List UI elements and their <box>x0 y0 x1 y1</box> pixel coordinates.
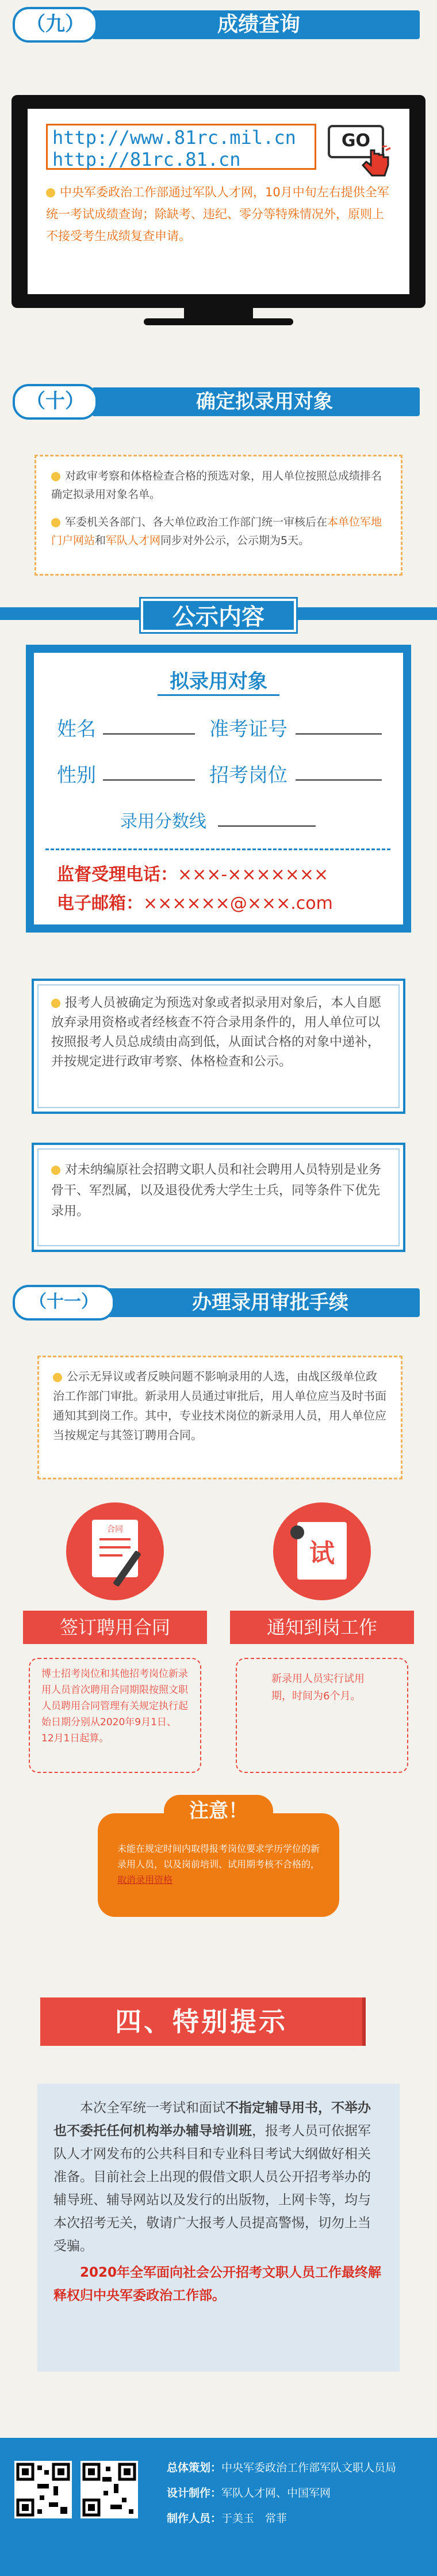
monitor-paragraph: 中央军委政治工作部通过军队人才网，10月中旬左右提供全军统一考试成绩查询；除缺考、违纪、零分等特殊情况外，原则上不接受考生成绩复查申请。 <box>46 185 389 243</box>
notice-inner <box>34 653 403 924</box>
special-highlight: 不指定辅导用书，不举办也不委托任何机构举办辅导培训班 <box>53 2101 371 2139</box>
gender-label: 性别 <box>57 764 96 787</box>
post-line <box>296 779 382 781</box>
report-text: 新录用人员实行试用期，时间为6个月。 <box>271 1673 365 1702</box>
notice-header: 公示内容 <box>141 599 296 632</box>
report-block <box>230 1502 414 1773</box>
email-value: ××××××@×××.com <box>143 893 333 914</box>
footer-designer: 设计制作：军队人才网、中国军网 <box>167 2487 331 2499</box>
sec11-title: 办理录用审批手续 <box>192 1291 348 1314</box>
sec10-p2: 军委机关各部门、各大单位政治工作部门统一审核后在本单位军地门户网站和军队人才网同步对外公示，公示期为5天。 <box>51 516 382 547</box>
email-row <box>57 889 333 914</box>
contract-text: 博士招考岗位和其他招考岗位新录用人员首次聘用合同期限按照文职人员聘用合同管理有关规定执行起始日期分别从2020年9月1日、12月1日起算。 <box>41 1668 188 1744</box>
link-talent-site[interactable]: 军队人才网 <box>106 534 161 547</box>
hand-cursor-icon <box>359 146 394 180</box>
sec10-card2-text: 报考人员被确定为预选对象或者拟录用对象后，本人自愿放弃录用资格或者经核查不符合录用条件的，用人单位可以按照报考人员总成绩由高到低，从面试合格的对象中递补，并按规定进行政审考察、体格检查和公示。 <box>51 996 382 1069</box>
sec11-number: （十一） <box>13 1285 115 1321</box>
special-panel <box>37 2084 400 2372</box>
notice-divider <box>45 848 390 850</box>
attention-title: 注意！ <box>164 1795 273 1827</box>
sec4-title: 四、特别提示 <box>40 1997 362 2046</box>
url-box[interactable] <box>46 124 316 170</box>
score-line <box>218 825 316 827</box>
notice-box-title: 拟录用对象 <box>170 670 267 693</box>
notice-box <box>26 645 411 933</box>
footer-maker: 制作人员：于美玉 常菲 <box>167 2512 288 2525</box>
monitor <box>12 95 425 325</box>
special-final: 2020年全军面向社会公开招考文职人员工作最终解释权归中央军委政治工作部。 <box>53 2265 382 2303</box>
monitor-neck <box>184 308 253 319</box>
phone-label: 监督受理电话： <box>57 865 178 885</box>
email-label: 电子邮箱： <box>57 893 143 914</box>
phone-value: ×××-××××××× <box>178 865 329 885</box>
sec10-card2 <box>32 979 405 1114</box>
contract-block <box>23 1502 207 1773</box>
sec9-number: （九） <box>13 7 98 43</box>
bullet-icon <box>51 472 60 481</box>
sec10-p1: 对政审考察和体格检查合格的预选对象，用人单位按照总成绩排名确定拟录用对象名单。 <box>51 470 382 501</box>
go-button[interactable]: GO <box>328 125 384 158</box>
qr-code-icon <box>14 2461 72 2518</box>
bullet-icon <box>51 1166 60 1175</box>
sec10-card3-text: 对未纳编原社会招聘文职人员和社会聘用人员特别是业务骨干、军烈属，以及退役优秀大学生士兵，同等条件下优先录用。 <box>51 1163 382 1219</box>
sec9-title: 成绩查询 <box>217 13 300 36</box>
name-label: 姓名 <box>57 718 96 741</box>
url-primary[interactable]: http://www.81rc.mil.cn <box>52 127 296 149</box>
ticket-line <box>296 733 382 735</box>
sec11-header <box>0 1284 437 1324</box>
attention-highlight: 取消录用资格 <box>117 1874 173 1885</box>
post-label: 招考岗位 <box>209 764 288 787</box>
special-text: 本次全军统一考试和面试不指定辅导用书，不举办也不委托任何机构举办辅导培训班，报考人员可依据军队人才网发布的公共科目和专业科目考试大纲做好相关准备。目前社会上出现的假借文职人员公开招考举办的辅导班、辅导网站以及发行的出版物，上网卡等，均与本次招考无关，敬请广大报考人员提高警惕，切勿上当受骗。 <box>53 2101 371 2254</box>
score-label: 录用分数线 <box>120 812 206 832</box>
contract-icon: 合同 <box>66 1502 164 1600</box>
sec11-card-text: 公示无异议或者反映问题不影响录用的人选，由战区级单位政治工作部门审批。新录用人员通过审批后，用人单位应当及时书面通知其到岗工作。其中，专业技术岗位的新录用人员，用人单位应当按规定与其签订聘用合同。 <box>53 1369 386 1442</box>
phone-row <box>57 860 328 885</box>
bullet-icon <box>51 518 60 527</box>
name-line <box>103 733 195 735</box>
attention-text: 未能在规定时间内取得报考岗位要求学历学位的新录用人员，以及岗前培训、试用期考核不合格的，取消录用资格 <box>117 1843 320 1885</box>
sec4-title-accent <box>362 1997 366 2046</box>
footer-planner: 总体策划：中央军委政治工作部军队文职人员局 <box>167 2461 397 2474</box>
report-text-box <box>236 1658 408 1773</box>
ticket-label: 准考证号 <box>209 718 288 741</box>
sec10-card <box>34 455 402 576</box>
bullet-icon <box>46 188 55 197</box>
sec10-number: （十） <box>13 384 98 420</box>
sec9-header <box>0 6 437 46</box>
report-title: 通知到岗工作 <box>230 1611 414 1644</box>
footer-credits <box>167 2455 431 2531</box>
footer <box>0 2438 437 2576</box>
link-portal[interactable]: 本单位军地门户网站 <box>51 516 382 547</box>
notice-title-underline <box>158 694 279 696</box>
sec10-header <box>0 383 437 423</box>
bullet-icon <box>53 1373 62 1382</box>
bullet-icon <box>51 999 60 1008</box>
monitor-base <box>144 318 293 325</box>
sec10-title: 确定拟录用对象 <box>196 390 333 413</box>
attention-box <box>98 1813 339 1917</box>
monitor-text <box>46 181 391 247</box>
contract-title: 签订聘用合同 <box>23 1611 207 1644</box>
url-secondary[interactable]: http://81rc.81.cn <box>52 149 241 170</box>
report-icon: 试 <box>273 1502 371 1600</box>
gender-line <box>103 779 195 781</box>
qr-code-icon <box>80 2461 138 2518</box>
sec10-card3 <box>32 1143 405 1252</box>
contract-text-box <box>29 1658 201 1773</box>
sec11-card <box>37 1356 402 1479</box>
